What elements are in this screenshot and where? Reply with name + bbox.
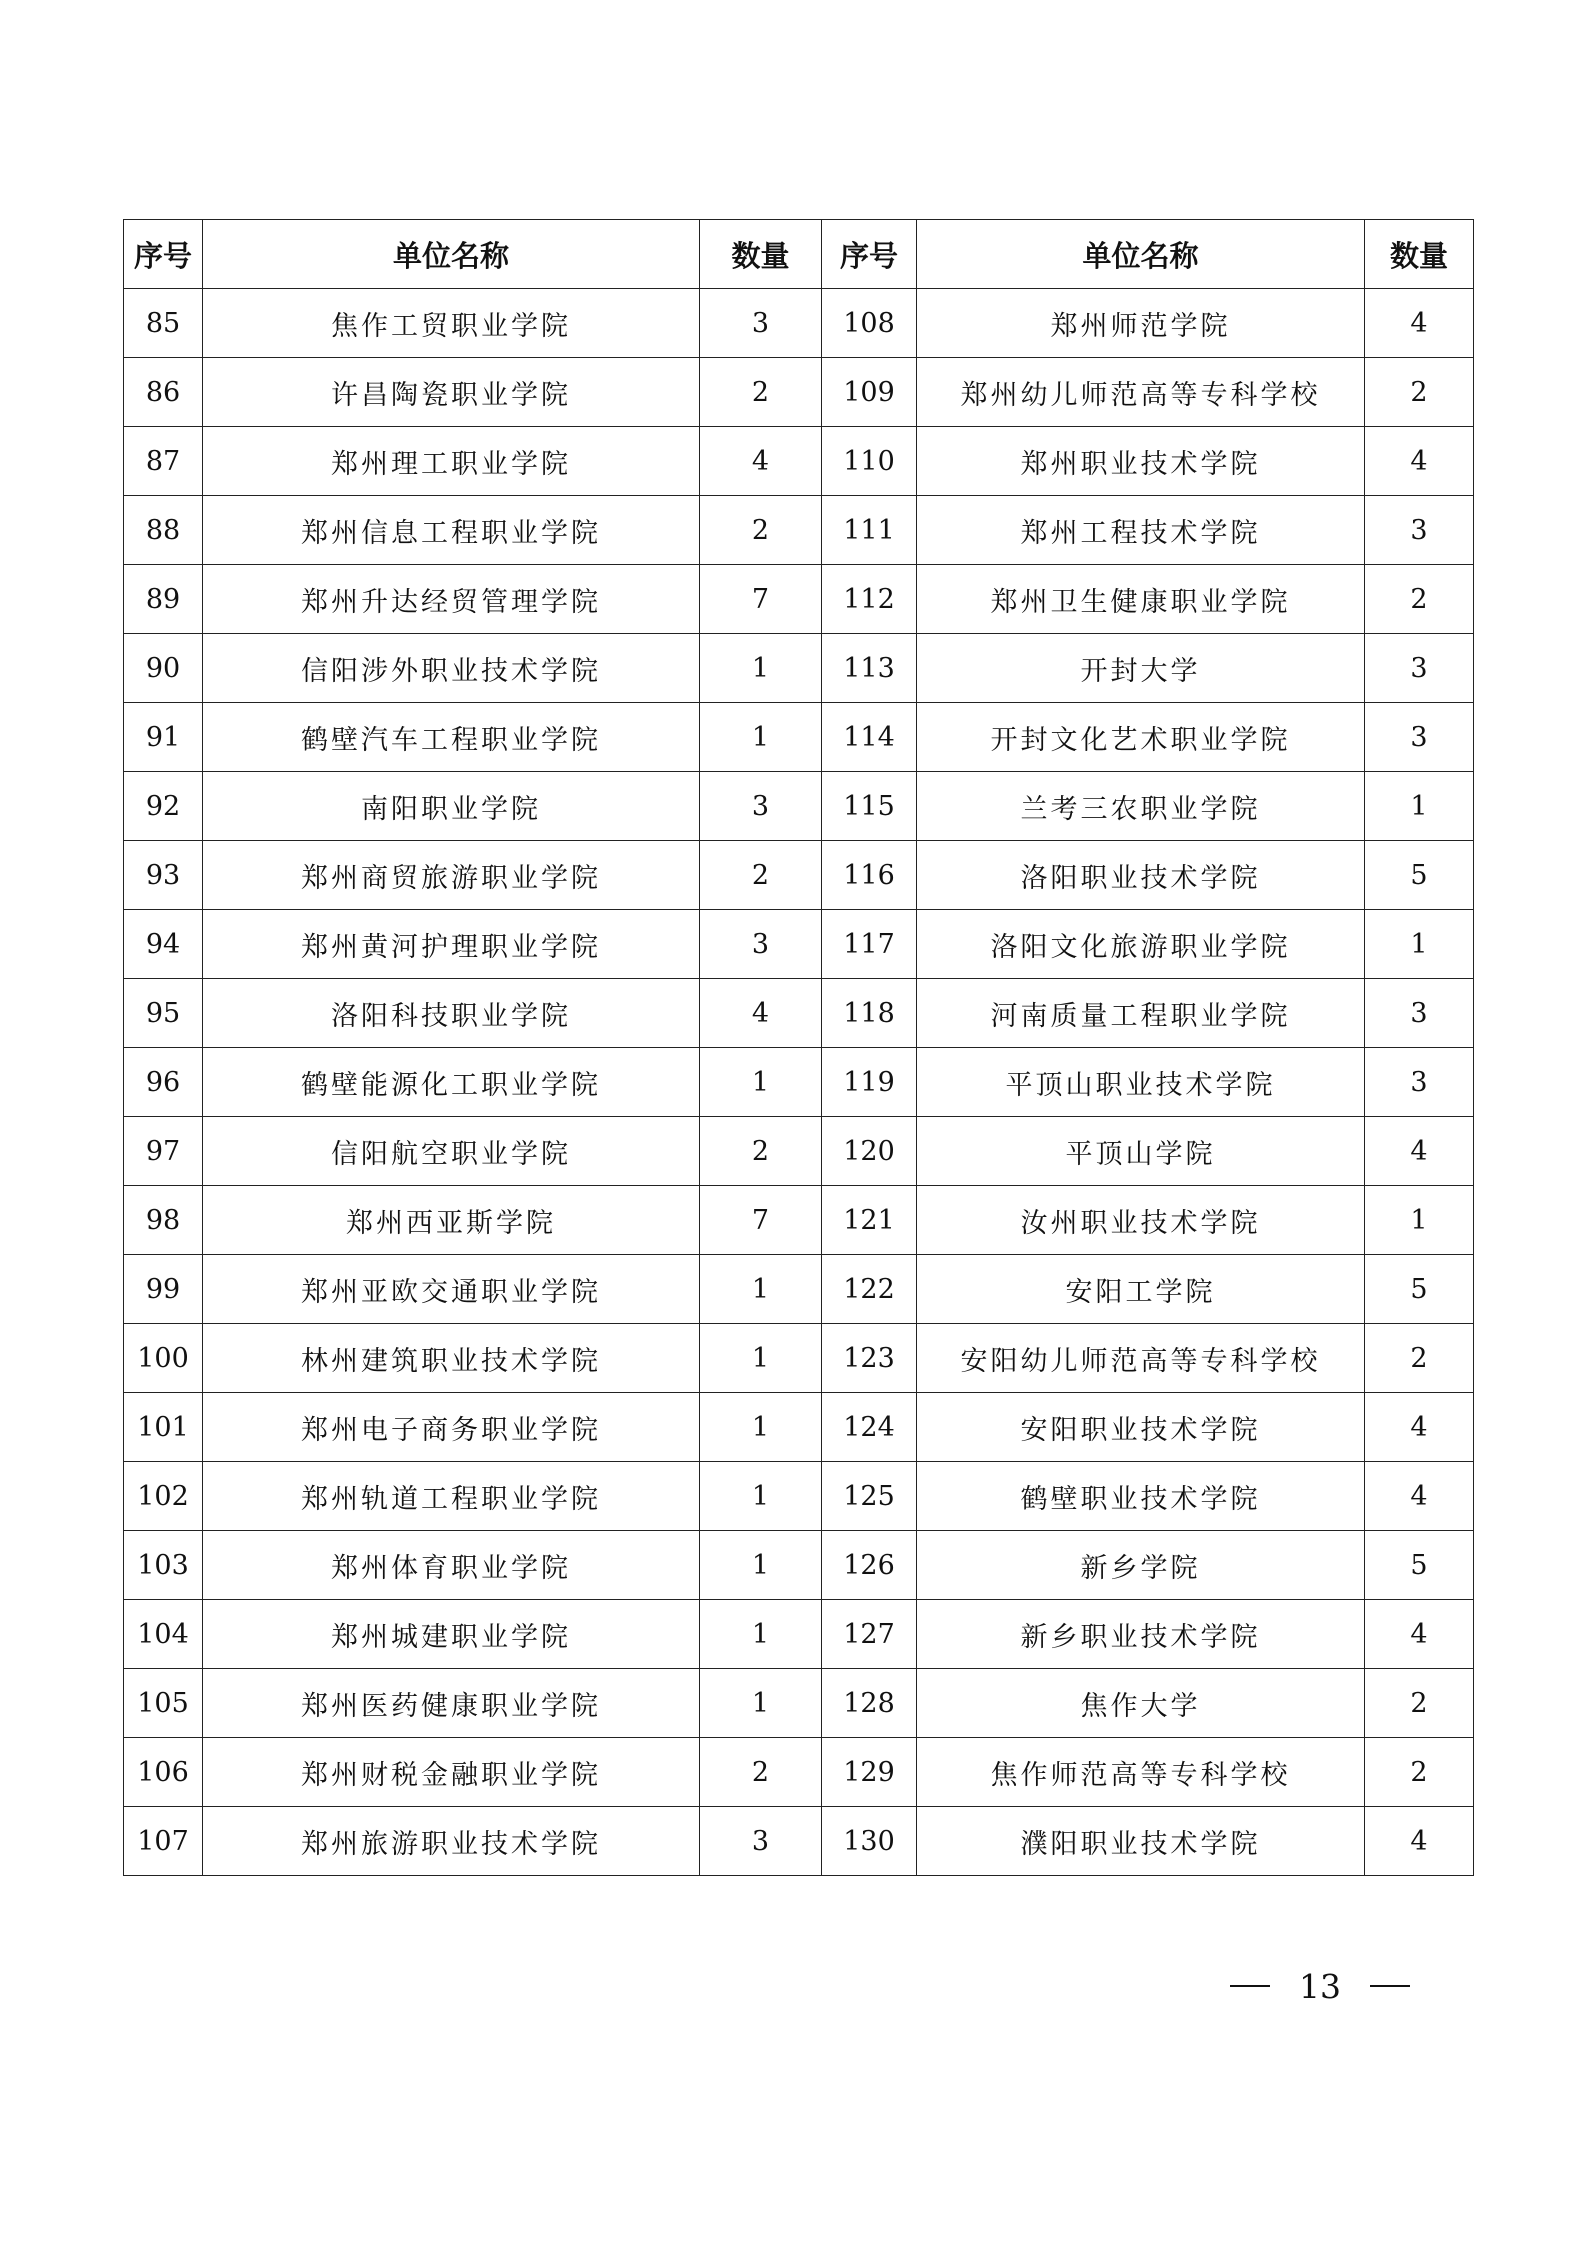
seq-cell-right: 119 bbox=[822, 1048, 917, 1117]
unit-name-cell-right: 郑州师范学院 bbox=[917, 289, 1365, 358]
unit-name-cell-left: 鹤壁汽车工程职业学院 bbox=[203, 703, 700, 772]
table-row bbox=[124, 289, 1474, 358]
quantity-cell-left: 2 bbox=[700, 496, 822, 565]
table-header-row bbox=[124, 220, 1474, 289]
seq-cell-right: 121 bbox=[822, 1186, 917, 1255]
unit-name-cell-right: 安阳职业技术学院 bbox=[917, 1393, 1365, 1462]
quantity-cell-right: 1 bbox=[1365, 772, 1474, 841]
seq-cell-right: 130 bbox=[822, 1807, 917, 1876]
seq-cell-right: 122 bbox=[822, 1255, 917, 1324]
unit-name-cell-right: 郑州工程技术学院 bbox=[917, 496, 1365, 565]
quantity-cell-left: 1 bbox=[700, 703, 822, 772]
seq-cell-right: 118 bbox=[822, 979, 917, 1048]
unit-name-cell-right: 河南质量工程职业学院 bbox=[917, 979, 1365, 1048]
seq-cell-left: 103 bbox=[124, 1531, 203, 1600]
seq-cell-left: 86 bbox=[124, 358, 203, 427]
seq-cell-right: 108 bbox=[822, 289, 917, 358]
table-row bbox=[124, 1807, 1474, 1876]
table-row bbox=[124, 703, 1474, 772]
unit-name-cell-left: 郑州城建职业学院 bbox=[203, 1600, 700, 1669]
table-row bbox=[124, 1324, 1474, 1393]
unit-name-cell-left: 焦作工贸职业学院 bbox=[203, 289, 700, 358]
table-row bbox=[124, 910, 1474, 979]
seq-cell-left: 96 bbox=[124, 1048, 203, 1117]
seq-cell-right: 117 bbox=[822, 910, 917, 979]
quantity-cell-right: 4 bbox=[1365, 289, 1474, 358]
unit-name-cell-left: 林州建筑职业技术学院 bbox=[203, 1324, 700, 1393]
table-row bbox=[124, 979, 1474, 1048]
unit-name-cell-right: 汝州职业技术学院 bbox=[917, 1186, 1365, 1255]
table-row bbox=[124, 1462, 1474, 1531]
unit-name-cell-right: 郑州职业技术学院 bbox=[917, 427, 1365, 496]
header-name-right: 单位名称 bbox=[917, 220, 1365, 289]
unit-name-cell-left: 郑州医药健康职业学院 bbox=[203, 1669, 700, 1738]
quantity-cell-right: 4 bbox=[1365, 1393, 1474, 1462]
seq-cell-left: 102 bbox=[124, 1462, 203, 1531]
quantity-cell-right: 1 bbox=[1365, 910, 1474, 979]
seq-cell-right: 116 bbox=[822, 841, 917, 910]
seq-cell-left: 94 bbox=[124, 910, 203, 979]
unit-name-cell-left: 许昌陶瓷职业学院 bbox=[203, 358, 700, 427]
quantity-cell-left: 1 bbox=[700, 1669, 822, 1738]
unit-name-cell-right: 开封文化艺术职业学院 bbox=[917, 703, 1365, 772]
quantity-cell-right: 3 bbox=[1365, 979, 1474, 1048]
seq-cell-left: 93 bbox=[124, 841, 203, 910]
unit-name-cell-right: 洛阳文化旅游职业学院 bbox=[917, 910, 1365, 979]
seq-cell-left: 104 bbox=[124, 1600, 203, 1669]
page-number: 13 bbox=[1299, 1966, 1341, 2006]
seq-cell-right: 129 bbox=[822, 1738, 917, 1807]
seq-cell-left: 105 bbox=[124, 1669, 203, 1738]
unit-quota-table bbox=[123, 219, 1474, 1876]
unit-name-cell-right: 新乡职业技术学院 bbox=[917, 1600, 1365, 1669]
table-row bbox=[124, 565, 1474, 634]
seq-cell-left: 88 bbox=[124, 496, 203, 565]
unit-name-cell-right: 洛阳职业技术学院 bbox=[917, 841, 1365, 910]
unit-name-cell-left: 南阳职业学院 bbox=[203, 772, 700, 841]
unit-name-cell-left: 郑州亚欧交通职业学院 bbox=[203, 1255, 700, 1324]
unit-name-cell-left: 郑州商贸旅游职业学院 bbox=[203, 841, 700, 910]
quantity-cell-left: 2 bbox=[700, 1117, 822, 1186]
quantity-cell-right: 3 bbox=[1365, 703, 1474, 772]
footer-dash-right bbox=[1370, 1985, 1410, 1987]
quantity-cell-left: 1 bbox=[700, 1393, 822, 1462]
seq-cell-left: 91 bbox=[124, 703, 203, 772]
quantity-cell-left: 7 bbox=[700, 1186, 822, 1255]
quantity-cell-right: 4 bbox=[1365, 1462, 1474, 1531]
seq-cell-right: 125 bbox=[822, 1462, 917, 1531]
unit-name-cell-left: 郑州旅游职业技术学院 bbox=[203, 1807, 700, 1876]
unit-name-cell-right: 平顶山职业技术学院 bbox=[917, 1048, 1365, 1117]
quantity-cell-right: 2 bbox=[1365, 565, 1474, 634]
seq-cell-right: 126 bbox=[822, 1531, 917, 1600]
seq-cell-left: 90 bbox=[124, 634, 203, 703]
unit-name-cell-right: 焦作大学 bbox=[917, 1669, 1365, 1738]
quantity-cell-left: 1 bbox=[700, 1255, 822, 1324]
unit-name-cell-left: 郑州信息工程职业学院 bbox=[203, 496, 700, 565]
table-row bbox=[124, 1669, 1474, 1738]
table-row bbox=[124, 427, 1474, 496]
seq-cell-right: 110 bbox=[822, 427, 917, 496]
header-seq-right: 序号 bbox=[822, 220, 917, 289]
unit-name-cell-right: 安阳幼儿师范高等专科学校 bbox=[917, 1324, 1365, 1393]
quantity-cell-right: 1 bbox=[1365, 1186, 1474, 1255]
unit-name-cell-right: 开封大学 bbox=[917, 634, 1365, 703]
quantity-cell-right: 2 bbox=[1365, 1324, 1474, 1393]
quantity-cell-left: 4 bbox=[700, 427, 822, 496]
quantity-cell-right: 2 bbox=[1365, 1669, 1474, 1738]
seq-cell-right: 123 bbox=[822, 1324, 917, 1393]
quantity-cell-left: 1 bbox=[700, 634, 822, 703]
unit-name-cell-left: 郑州升达经贸管理学院 bbox=[203, 565, 700, 634]
unit-name-cell-right: 郑州卫生健康职业学院 bbox=[917, 565, 1365, 634]
table-row bbox=[124, 1393, 1474, 1462]
header-name-left: 单位名称 bbox=[203, 220, 700, 289]
unit-name-cell-left: 郑州财税金融职业学院 bbox=[203, 1738, 700, 1807]
unit-name-cell-right: 安阳工学院 bbox=[917, 1255, 1365, 1324]
quantity-cell-left: 1 bbox=[700, 1462, 822, 1531]
table-row bbox=[124, 1117, 1474, 1186]
unit-name-cell-right: 濮阳职业技术学院 bbox=[917, 1807, 1365, 1876]
quantity-cell-right: 3 bbox=[1365, 634, 1474, 703]
table-row bbox=[124, 1738, 1474, 1807]
quantity-cell-left: 3 bbox=[700, 289, 822, 358]
seq-cell-right: 127 bbox=[822, 1600, 917, 1669]
quantity-cell-left: 2 bbox=[700, 1738, 822, 1807]
unit-name-cell-left: 郑州轨道工程职业学院 bbox=[203, 1462, 700, 1531]
unit-name-cell-left: 郑州理工职业学院 bbox=[203, 427, 700, 496]
table-row bbox=[124, 1048, 1474, 1117]
unit-name-cell-left: 洛阳科技职业学院 bbox=[203, 979, 700, 1048]
seq-cell-left: 101 bbox=[124, 1393, 203, 1462]
seq-cell-left: 95 bbox=[124, 979, 203, 1048]
unit-name-cell-right: 兰考三农职业学院 bbox=[917, 772, 1365, 841]
seq-cell-left: 85 bbox=[124, 289, 203, 358]
quantity-cell-left: 1 bbox=[700, 1600, 822, 1669]
seq-cell-left: 89 bbox=[124, 565, 203, 634]
table-row bbox=[124, 496, 1474, 565]
quantity-cell-left: 7 bbox=[700, 565, 822, 634]
quantity-cell-left: 1 bbox=[700, 1324, 822, 1393]
seq-cell-right: 111 bbox=[822, 496, 917, 565]
page-footer bbox=[1230, 1964, 1410, 2008]
table-row bbox=[124, 772, 1474, 841]
quantity-cell-left: 2 bbox=[700, 358, 822, 427]
quantity-cell-left: 3 bbox=[700, 772, 822, 841]
unit-name-cell-right: 平顶山学院 bbox=[917, 1117, 1365, 1186]
seq-cell-right: 112 bbox=[822, 565, 917, 634]
quantity-cell-right: 2 bbox=[1365, 1738, 1474, 1807]
seq-cell-right: 113 bbox=[822, 634, 917, 703]
unit-name-cell-right: 郑州幼儿师范高等专科学校 bbox=[917, 358, 1365, 427]
quantity-cell-left: 1 bbox=[700, 1531, 822, 1600]
seq-cell-left: 100 bbox=[124, 1324, 203, 1393]
header-qty-right: 数量 bbox=[1365, 220, 1474, 289]
quantity-cell-right: 4 bbox=[1365, 1117, 1474, 1186]
header-qty-left: 数量 bbox=[700, 220, 822, 289]
seq-cell-left: 99 bbox=[124, 1255, 203, 1324]
seq-cell-left: 87 bbox=[124, 427, 203, 496]
unit-name-cell-right: 鹤壁职业技术学院 bbox=[917, 1462, 1365, 1531]
unit-name-cell-left: 郑州黄河护理职业学院 bbox=[203, 910, 700, 979]
unit-name-cell-right: 焦作师范高等专科学校 bbox=[917, 1738, 1365, 1807]
quantity-cell-left: 4 bbox=[700, 979, 822, 1048]
table-row bbox=[124, 1186, 1474, 1255]
table-row bbox=[124, 1531, 1474, 1600]
seq-cell-left: 107 bbox=[124, 1807, 203, 1876]
quantity-cell-right: 5 bbox=[1365, 841, 1474, 910]
seq-cell-right: 115 bbox=[822, 772, 917, 841]
seq-cell-right: 109 bbox=[822, 358, 917, 427]
quantity-cell-right: 5 bbox=[1365, 1255, 1474, 1324]
quantity-cell-left: 3 bbox=[700, 1807, 822, 1876]
unit-name-cell-left: 郑州电子商务职业学院 bbox=[203, 1393, 700, 1462]
quantity-cell-right: 4 bbox=[1365, 1600, 1474, 1669]
quantity-cell-right: 4 bbox=[1365, 1807, 1474, 1876]
footer-dash-left bbox=[1230, 1985, 1270, 1987]
quantity-cell-right: 5 bbox=[1365, 1531, 1474, 1600]
seq-cell-right: 114 bbox=[822, 703, 917, 772]
unit-name-cell-left: 郑州西亚斯学院 bbox=[203, 1186, 700, 1255]
quantity-cell-right: 3 bbox=[1365, 496, 1474, 565]
quantity-cell-left: 1 bbox=[700, 1048, 822, 1117]
quantity-cell-left: 2 bbox=[700, 841, 822, 910]
quantity-cell-right: 4 bbox=[1365, 427, 1474, 496]
header-seq-left: 序号 bbox=[124, 220, 203, 289]
table-row bbox=[124, 1600, 1474, 1669]
quantity-cell-right: 3 bbox=[1365, 1048, 1474, 1117]
seq-cell-left: 106 bbox=[124, 1738, 203, 1807]
seq-cell-right: 124 bbox=[822, 1393, 917, 1462]
table-row bbox=[124, 1255, 1474, 1324]
table-body bbox=[124, 289, 1474, 1876]
unit-name-cell-left: 鹤壁能源化工职业学院 bbox=[203, 1048, 700, 1117]
unit-name-cell-left: 信阳涉外职业技术学院 bbox=[203, 634, 700, 703]
quantity-cell-right: 2 bbox=[1365, 358, 1474, 427]
table-row bbox=[124, 634, 1474, 703]
unit-name-cell-left: 郑州体育职业学院 bbox=[203, 1531, 700, 1600]
table-row bbox=[124, 358, 1474, 427]
unit-name-cell-right: 新乡学院 bbox=[917, 1531, 1365, 1600]
quantity-cell-left: 3 bbox=[700, 910, 822, 979]
unit-name-cell-left: 信阳航空职业学院 bbox=[203, 1117, 700, 1186]
seq-cell-left: 97 bbox=[124, 1117, 203, 1186]
seq-cell-right: 128 bbox=[822, 1669, 917, 1738]
seq-cell-left: 98 bbox=[124, 1186, 203, 1255]
seq-cell-left: 92 bbox=[124, 772, 203, 841]
seq-cell-right: 120 bbox=[822, 1117, 917, 1186]
table-row bbox=[124, 841, 1474, 910]
